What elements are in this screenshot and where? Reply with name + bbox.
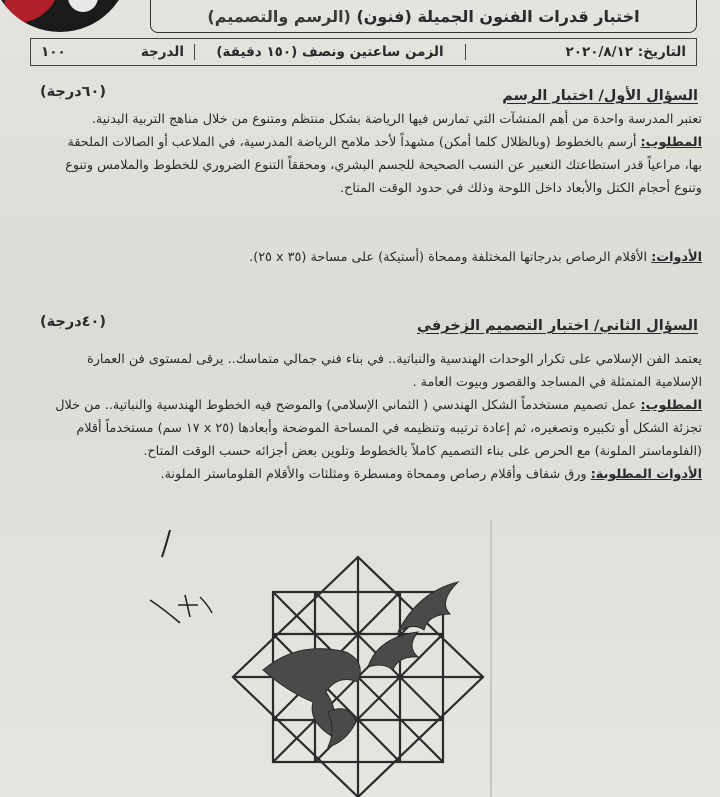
question-2-intro-line: الإسلامية المتمثلة في المساجد والقصور وبيوت العامة .	[412, 375, 702, 390]
question-1-heading: السؤال الأول/ اختبار الرسم	[502, 88, 698, 104]
grade-value: ١٠٠	[41, 44, 66, 60]
grade-label: الدرجة	[140, 44, 184, 60]
question-2-requirement-line: (الفلوماستر الملونة) مع الحرص على بناء التصميم كاملاً بالخطوط وتلوين بعض أجزائه حسب الوقت المتاح.	[143, 444, 702, 459]
question-2-tools-line	[12, 463, 702, 486]
question-2-marks: (٤٠درجة)	[40, 314, 107, 330]
question-2-tools-label: الأدوات المطلوبة:	[590, 467, 702, 482]
question-2-tools-text: ورق شفاف وأقلام رصاص وممحاة ومسطرة ومثلثات والأقلام الفلوماستر الملونة.	[160, 467, 587, 482]
exam-subtitle: (الرسم والتصميم)	[207, 6, 351, 26]
exam-date: التاريخ: ٢٠٢٠/٨/١٢	[465, 44, 696, 60]
question-1-requirement-line: بها، مراعياً قدر استطاعتك التعبير عن النسب الصحيحة للجسم البشري، ومحققاً التنوع الضروري للخطوط والملامس وتنوع	[65, 158, 702, 173]
question-1-tools-text: الأقلام الرصاص بدرجاتها المختلفة وممحاة (أستيكة) على مساحة (٣٥ x ٢٥).	[249, 250, 648, 265]
question-1-requirement-line: المطلوب: أرسم بالخطوط (وبالظلال كلما أمكن) مشهداً لأحد ملامح الرياضة المدرسية، في الملاعب أو الصالات الملحقة	[67, 135, 702, 150]
school-emblem-logo	[0, 0, 130, 32]
exam-title-box	[150, 0, 697, 33]
pen-scribble	[140, 525, 230, 625]
question-1-tools	[12, 246, 702, 269]
question-2-requirement-line: تجزئة الشكل أو تكبيره وتصغيره، ثم إعادة ترتيبه وتنظيمه في المساحة الموضحة وأبعادها (٢٥ x ١٧ سم) مستخدماً أقلام	[76, 421, 702, 436]
paper-fold-line	[490, 520, 492, 797]
question-1-marks: (٦٠درجة)	[40, 84, 107, 100]
question-1-tools-label: الأدوات:	[651, 250, 702, 265]
exam-info-row	[30, 38, 697, 66]
question-2-requirement-line: المطلوب: عمل تصميم مستخدماً الشكل الهندسي ( الثماني الإسلامي) والموضح فيه الخطوط الهندسية والنباتية.. من خلال	[55, 398, 702, 413]
question-2-heading: السؤال الثاني/ اختبار التصميم الزخرفي	[417, 318, 698, 334]
question-2-intro-line: يعتمد الفن الإسلامي على تكرار الوحدات الهندسية والنباتية.. في بناء فني جمالي متماسك.. يرقى لمستوى فن العمارة	[87, 352, 702, 367]
exam-duration: الزمن ساعتين ونصف (١٥٠ دقيقة)	[194, 44, 465, 60]
question-1-body	[12, 108, 702, 200]
question-2-requirement-label: المطلوب:	[640, 398, 702, 413]
islamic-octagram-drawing	[228, 552, 488, 797]
question-1-requirement-line: وتنوع أحجام الكتل والأبعاد داخل اللوحة وذلك في حدود الوقت المتاح.	[340, 181, 702, 196]
question-2-body	[12, 348, 702, 486]
exam-grade	[31, 44, 194, 60]
question-1-requirement-label: المطلوب:	[640, 135, 702, 150]
question-1-intro: تعتبر المدرسة واحدة من أهم المنشآت التي تمارس فيها الرياضة بشكل منتظم ومتنوع من خلال مناهج التربية البدنية.	[91, 112, 702, 127]
exam-title: اختبار قدرات الفنون الجميلة (فنون)	[356, 6, 640, 26]
